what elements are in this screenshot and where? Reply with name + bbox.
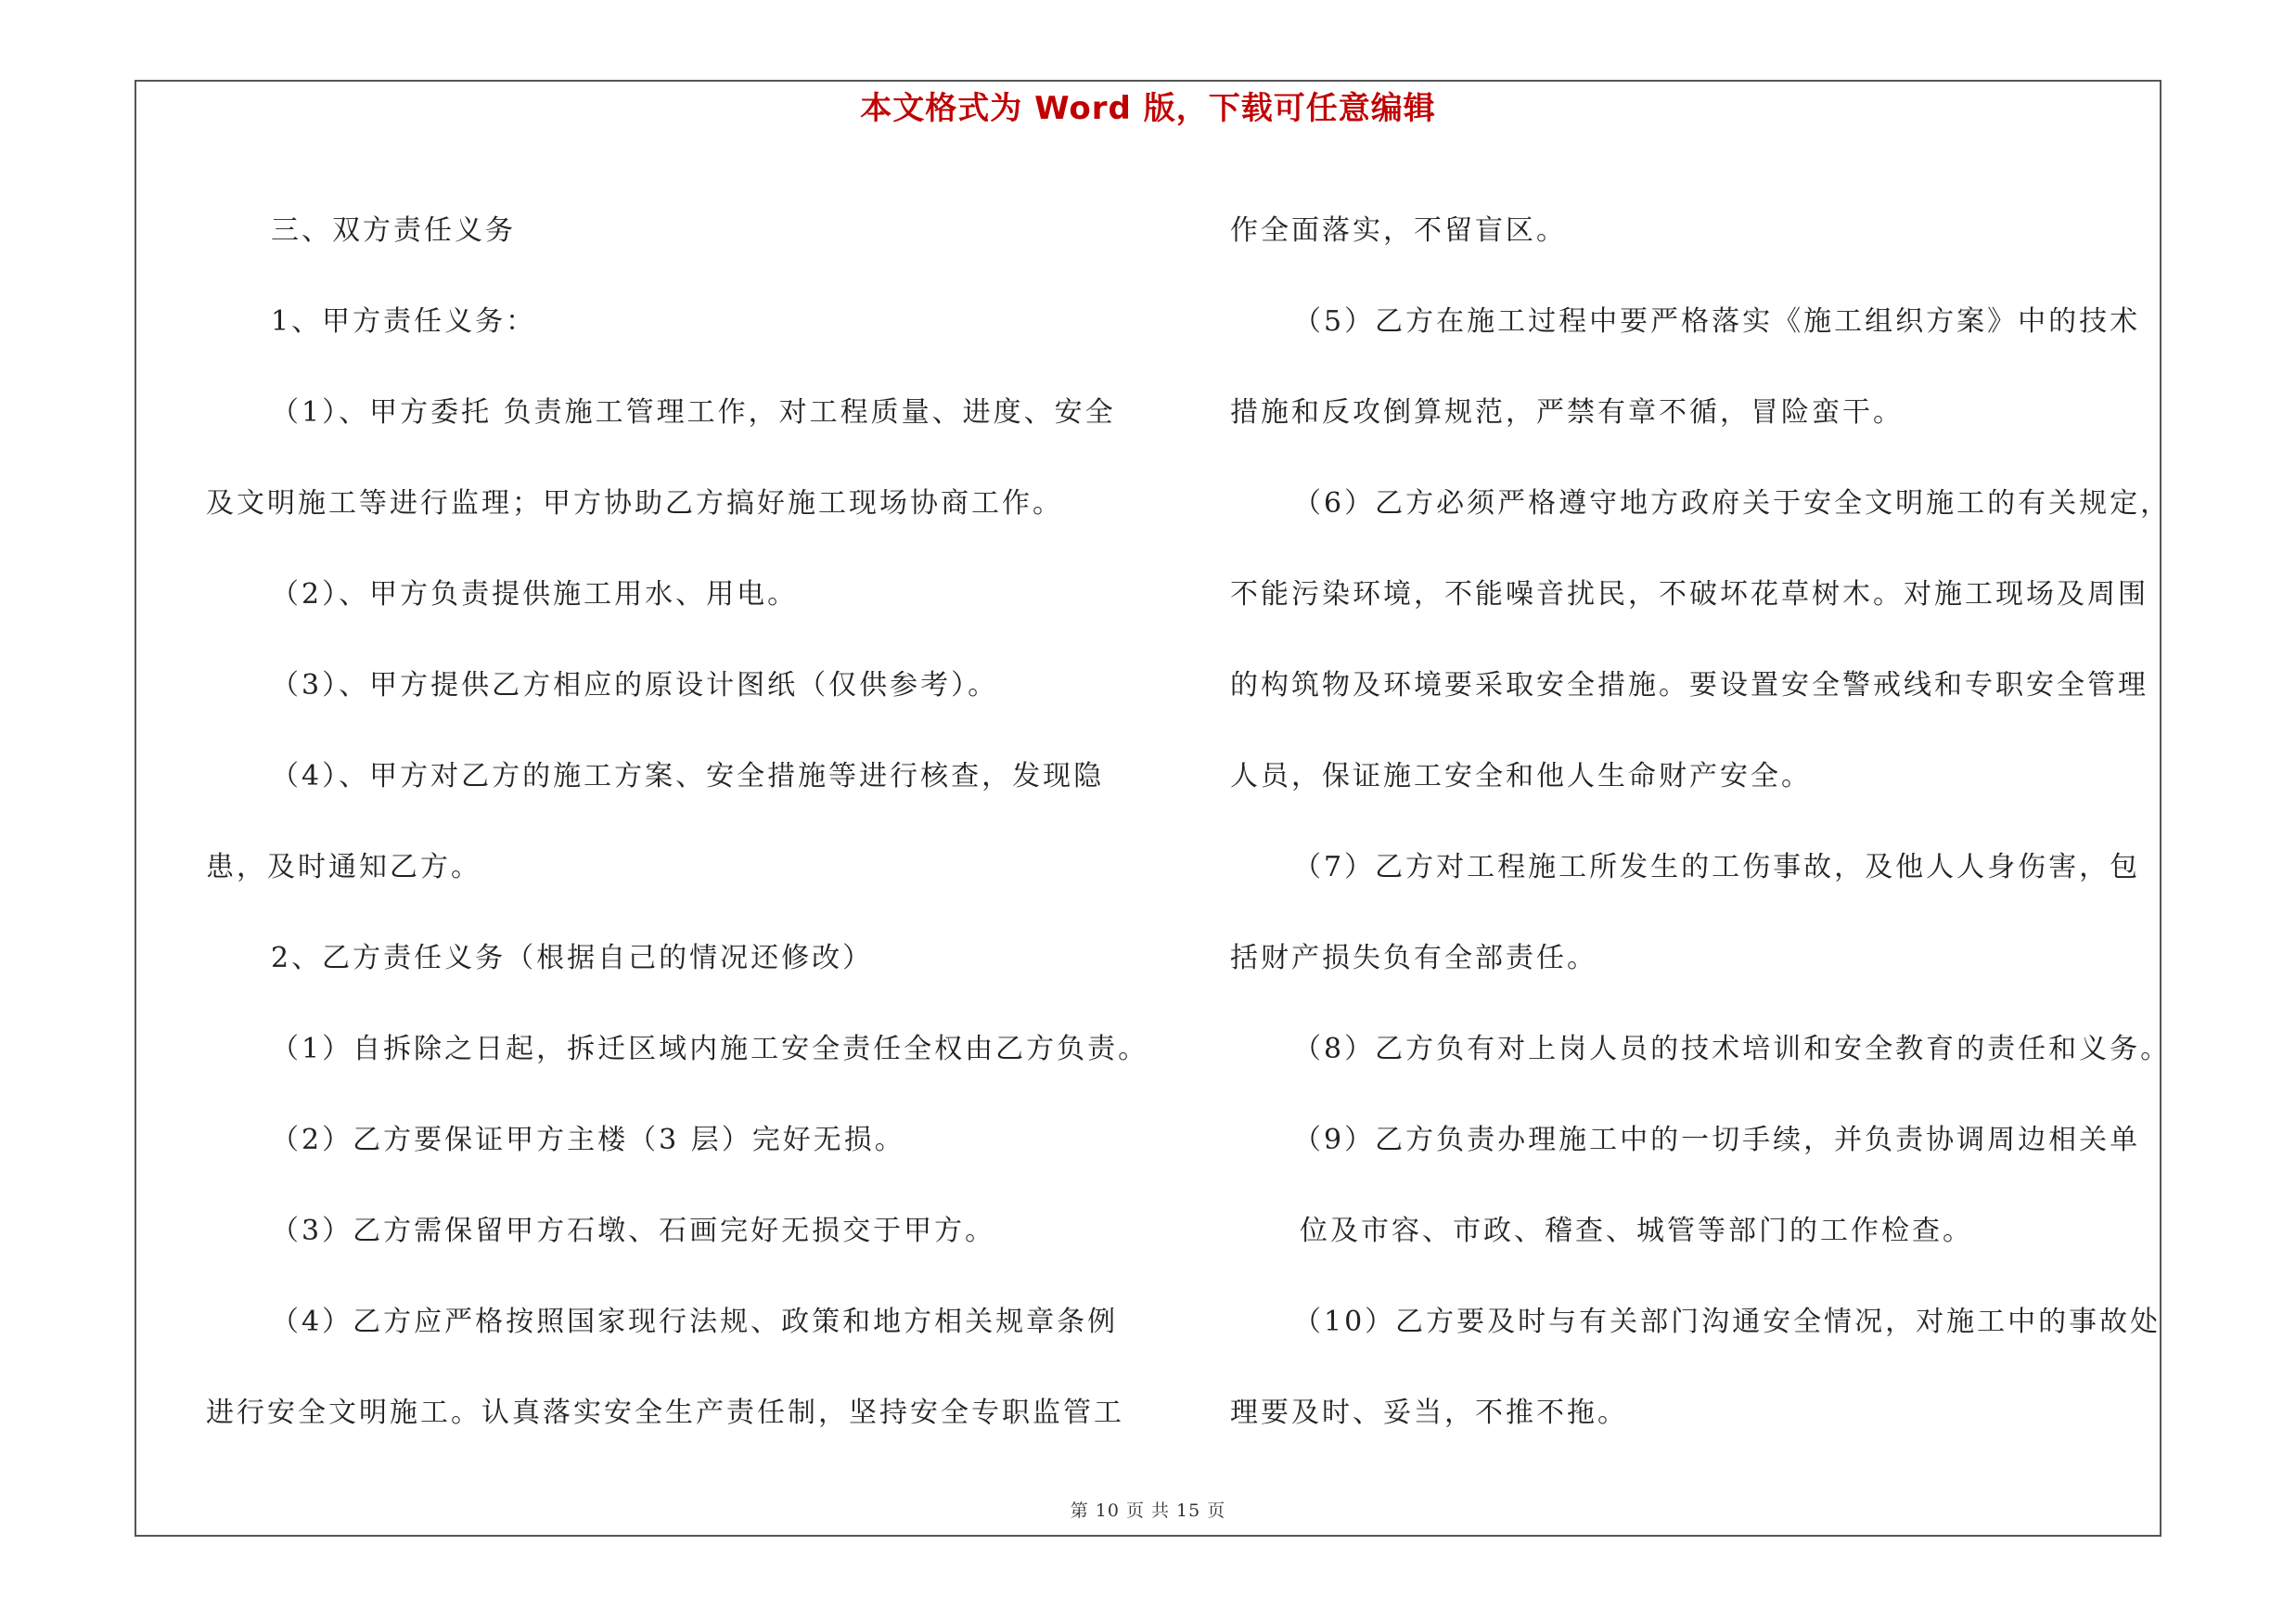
- paragraph-line: 位及市容、市政、稽查、城管等部门的工作检查。: [1300, 1215, 1973, 1247]
- paragraph-line: （8）乙方负有对上岗人员的技术培训和安全教育的责任和义务。: [1293, 1033, 2172, 1065]
- paragraph-line: （2）、甲方负责提供施工用水、用电。: [271, 578, 799, 611]
- paragraph-line: （4）、甲方对乙方的施工方案、安全措施等进行核查，发现隐: [271, 760, 1105, 792]
- paragraph-line: （6）乙方必须严格遵守地方政府关于安全文明施工的有关规定，: [1293, 487, 2172, 520]
- paragraph-line: （5）乙方在施工过程中要严格落实《施工组织方案》中的技术: [1293, 305, 2141, 338]
- paragraph-line: 进行安全文明施工。认真落实安全生产责任制，坚持安全专职监管工: [206, 1397, 1124, 1429]
- paragraph-line: （1）自拆除之日起，拆迁区域内施工安全责任全权由乙方负责。: [271, 1033, 1149, 1065]
- right-column: [1230, 186, 2176, 1459]
- paragraph-line: 作全面落实，不留盲区。: [1230, 214, 1567, 247]
- paragraph-line: （9）乙方负责办理施工中的一切手续，并负责协调周边相关单: [1293, 1124, 2141, 1156]
- paragraph-line: （4）乙方应严格按照国家现行法规、政策和地方相关规章条例: [271, 1306, 1119, 1338]
- page-number: 第 10 页 共 15 页: [1070, 1501, 1226, 1521]
- party-b-heading: 2、乙方责任义务（根据自己的情况还修改）: [271, 942, 874, 974]
- section-heading: 三、双方责任义务: [271, 214, 516, 247]
- paragraph-line: 措施和反攻倒算规范，严禁有章不循，冒险蛮干。: [1230, 396, 1904, 429]
- paragraph-line: （1）、甲方委托 负责施工管理工作，对工程质量、进度、安全: [271, 396, 1116, 429]
- left-column: [206, 186, 1161, 1459]
- party-a-heading: 1、甲方责任义务：: [271, 305, 537, 338]
- paragraph-line: 理要及时、妥当，不推不拖。: [1230, 1397, 1628, 1429]
- paragraph-line: （7）乙方对工程施工所发生的工伤事故，及他人人身伤害，包: [1293, 851, 2141, 883]
- paragraph-line: （10）乙方要及时与有关部门沟通安全情况，对施工中的事故处: [1293, 1306, 2161, 1338]
- paragraph-line: 及文明施工等进行监理；甲方协助乙方搞好施工现场协商工作。: [206, 487, 1063, 520]
- paragraph-line: （2）乙方要保证甲方主楼（3 层）完好无损。: [271, 1124, 905, 1156]
- paragraph-line: （3）乙方需保留甲方石墩、石画完好无损交于甲方。: [271, 1215, 996, 1247]
- paragraph-line: 的构筑物及环境要采取安全措施。要设置安全警戒线和专职安全管理: [1230, 669, 2148, 702]
- paragraph-line: 不能污染环境，不能噪音扰民，不破坏花草树木。对施工现场及周围: [1230, 578, 2148, 611]
- paragraph-line: 患，及时通知乙方。: [206, 851, 481, 883]
- paragraph-line: 人员，保证施工安全和他人生命财产安全。: [1230, 760, 1812, 792]
- paragraph-line: 括财产损失负有全部责任。: [1230, 942, 1597, 974]
- paragraph-line: （3）、甲方提供乙方相应的原设计图纸（仅供参考）。: [271, 669, 999, 702]
- word-format-banner: 本文格式为 Word 版，下载可任意编辑: [860, 90, 1436, 127]
